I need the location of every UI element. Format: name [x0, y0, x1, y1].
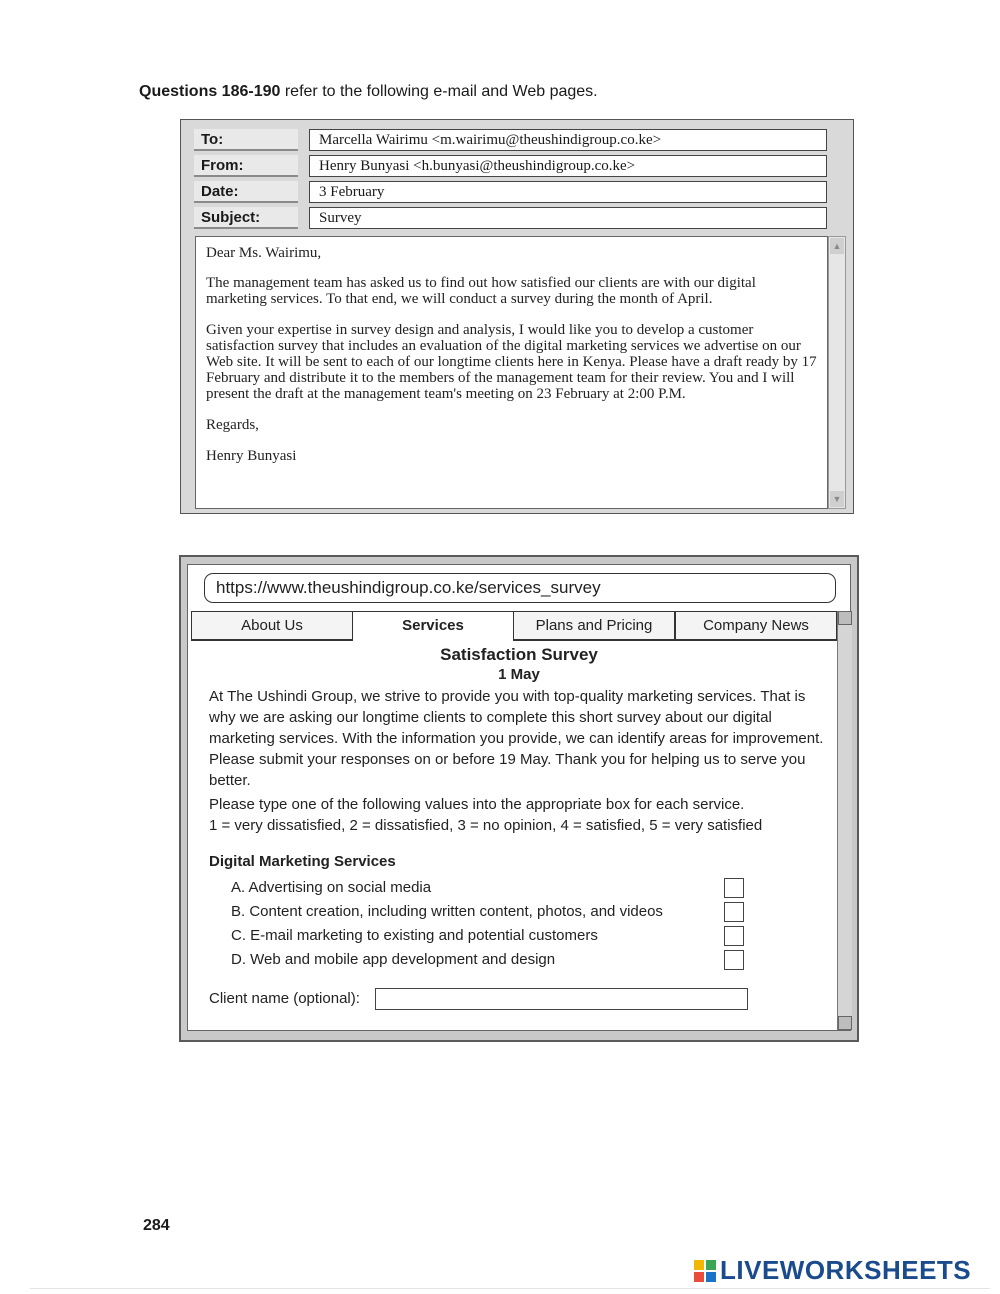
- browser-window: [179, 555, 859, 1042]
- page-title: Satisfaction Survey: [440, 645, 598, 664]
- questions-intro-text: refer to the following e-mail and Web pages.: [280, 83, 598, 100]
- scroll-up-icon[interactable]: [838, 611, 852, 625]
- rating-scale: 1 = very dissatisfied, 2 = dissatisfied, 3 = no opinion, 4 = satisfied, 5 = very satisfied: [209, 817, 763, 834]
- questions-intro: [139, 83, 598, 101]
- nav-tabs: [191, 611, 838, 641]
- liveworksheets-logo-text: LIVEWORKSHEETS: [720, 1255, 972, 1285]
- survey-item: [209, 948, 829, 972]
- email-to-field[interactable]: Marcella Wairimu <m.wairimu@theushindigroup.co.ke>: [309, 129, 827, 151]
- tab-services[interactable]: Services: [352, 611, 514, 641]
- email-greeting: Dear Ms. Wairimu,: [206, 245, 322, 261]
- tab-company-news[interactable]: Company News: [675, 611, 837, 641]
- section-title: Digital Marketing Services: [209, 853, 396, 870]
- email-closing: Regards,: [206, 417, 259, 433]
- email-date-label: Date:: [194, 181, 298, 203]
- email-scrollbar[interactable]: [828, 236, 846, 509]
- browser-viewport: [187, 564, 851, 1031]
- rating-input-c[interactable]: [724, 926, 744, 946]
- survey-item-label: A. Advertising on social media: [231, 879, 432, 896]
- client-name-label: Client name (optional):: [209, 990, 360, 1007]
- survey-item: [209, 900, 829, 924]
- page-scrollbar[interactable]: [837, 611, 852, 1030]
- survey-item-label: B. Content creation, including written content, photos, and videos: [231, 903, 663, 920]
- liveworksheets-logo-icon: [694, 1260, 716, 1282]
- client-name-row: [209, 988, 829, 1010]
- client-name-input[interactable]: [375, 988, 748, 1010]
- scroll-down-icon[interactable]: [838, 1016, 852, 1030]
- email-body: [195, 236, 828, 509]
- tab-about-us[interactable]: About Us: [191, 611, 353, 641]
- email-subject-label: Subject:: [194, 207, 298, 229]
- survey-item: [209, 876, 829, 900]
- survey-content: [209, 645, 829, 1010]
- survey-item-label: C. E-mail marketing to existing and potential customers: [231, 927, 598, 944]
- survey-instruction: Please type one of the following values into the appropriate box for each service.: [209, 796, 745, 813]
- footer-divider: [30, 1288, 990, 1289]
- email-date-field[interactable]: 3 February: [309, 181, 827, 203]
- page-number: 284: [143, 1217, 170, 1234]
- email-to-label: To:: [194, 129, 298, 151]
- scroll-down-icon[interactable]: ▼: [830, 491, 844, 507]
- scroll-up-icon[interactable]: ▲: [830, 238, 844, 254]
- email-signature: Henry Bunyasi: [206, 448, 297, 464]
- questions-range: Questions 186-190: [139, 83, 281, 100]
- rating-input-b[interactable]: [724, 902, 744, 922]
- survey-item: [209, 924, 829, 948]
- survey-date: 1 May: [498, 666, 540, 683]
- email-from-field[interactable]: Henry Bunyasi <h.bunyasi@theushindigroup.co.ke>: [309, 155, 827, 177]
- email-from-label: From:: [194, 155, 298, 177]
- rating-input-d[interactable]: [724, 950, 744, 970]
- email-subject-field[interactable]: Survey: [309, 207, 827, 229]
- tab-plans-and-pricing[interactable]: Plans and Pricing: [513, 611, 675, 641]
- survey-intro: At The Ushindi Group, we strive to provide you with top-quality marketing services. That is why we are asking our longtime clients to complete this short survey about our digital marketing services. With the information you provide, we can identify areas for improvement. Please submit your responses on or before 19 May. Thank you for helping us to serve you better.: [209, 688, 824, 789]
- address-bar[interactable]: https://www.theushindigroup.co.ke/services_survey: [204, 573, 836, 603]
- email-window: [180, 119, 854, 514]
- rating-input-a[interactable]: [724, 878, 744, 898]
- survey-item-label: D. Web and mobile app development and design: [231, 951, 556, 968]
- email-paragraph-2: Given your expertise in survey design and analysis, I would like you to develop a customer satisfaction survey that includes an evaluation of the digital marketing services we advertise on our Web site. It will be sent to each of our longtime clients here in Kenya. Please have a draft ready by 17 February and distribute it to the members of the management team for their review. You and I will present the draft at the management team's meeting on 23 February at 2:00 P.M.: [206, 322, 817, 402]
- email-paragraph-1: The management team has asked us to find out how satisfied our clients are with our digital marketing services. To that end, we will conduct a survey during the month of April.: [206, 275, 756, 307]
- liveworksheets-logo: [694, 1255, 971, 1286]
